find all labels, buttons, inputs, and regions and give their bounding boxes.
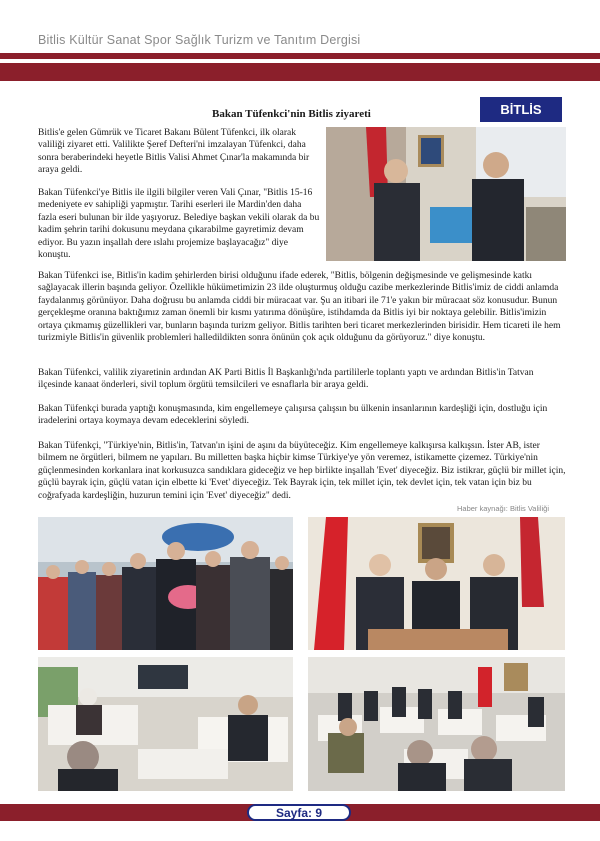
section-tag: BİTLİS: [480, 97, 562, 122]
article-title: Bakan Tüfenkci'nin Bitlis ziyareti: [212, 108, 371, 120]
article-paragraph-6: Bakan Tüfenkçi, "Türkiye'nin, Bitlis'in, Tatvan'ın işini de aşını da büyüteceğiz. Kim engellemeye kalkışırsa kalkışsın. İster AB, ister bilmem ne örgütleri, bilmem ne yapıları. Bu milletten başka hiçbir kimse Türkiye'ye yön veremez, istikamette çizemez. Türkiye'nin güçlenmesinden korkanlara inat korkusuzca sandıklara gideceğiz ve hep birlikte inşallah 'Evet' diyeceğiz. Biz istikrar, güçlü bir millet için, güçlü bayrak için, güçlü vatan için elbette ki 'Evet' diyeceğiz. Tek Bayrak için, tek millet için, tek devlet için, tek vatan için biz bu coğrafyada kardeşliğin, huzurun temini için 'Evet' diyeceğiz" dedi.: [38, 441, 566, 501]
photo-welcome-crowd: [38, 517, 293, 650]
article-paragraph-5: Bakan Tüfenkçi burada yaptığı konuşmasında, kim engellemeye çalışırsa çalışsın bu ülkenin insanlarının kardeşliği için, dostluğu için iradelerini ortaya koymaya devam edeceklerini söyledi.: [38, 404, 548, 427]
article-paragraph-3: Bakan Tüfenkci ise, Bitlis'in kadim şehirlerden birisi olduğunu ifade ederek, "Bitlis, bölgenin değişmesinde ve gelişmesinde katkı sağlayacak illerin başında geliyor. Özellikle hükümetimizin 23 ilde oluşturmuş olduğu cazibe merkezlerinde Bitlis'imiz de ciddi anlamda faydalanmış görünüyor. Daha doğrusu bu anlamda ciddi bir müracaat var. Şu an itibari ile 71'e yakın bir müracaat söz konusudur. Bunun gerçekleşme oranına baktığımız zaman önemli bir kısmı yatırıma dönüşüre, istihdamda da Bitlis iyi bir noktaya gelebilir. Bitlis'imizin ortaya çıkmamış güzellikleri var, bunların başında turizm geliyor. Bitlis tarihten beri ticaret merkezlerinden birisidir. Hem ticareti ile hem turizmiyle Bitlis'in güvenlik problemleri halledildikten sonra önünün çok açık olduğunu da görüyoruz." diye konuştu.: [38, 271, 561, 344]
magazine-title: Bitlis Kültür Sanat Spor Sağlık Turizm ve Tanıtım Dergisi: [38, 33, 361, 47]
photo-officials-flags: [308, 517, 565, 650]
header-band-thick: [0, 63, 600, 81]
photo-office-meeting: [38, 657, 293, 791]
article-paragraph-1: Bitlis'e gelen Gümrük ve Ticaret Bakanı Bülent Tüfenkci, ilk olarak valiliği ziyaret etti. Valilikte Şeref Defteri'ni imzalayan Tüfenkci, daha sonra beraberindeki heyetle Bitlis Valisi Ahmet Çınar'la makamında bir araya geldi.: [38, 128, 310, 176]
article-paragraph-4: Bakan Tüfenkci, valilik ziyaretinin ardından AK Parti Bitlis İl Başkanlığı'nda partililerle toplantı yaptı ve ardından Bitlis'in Tatvan ilçesinde kanaat önderleri, sivil toplum örgütü temsilcileri ve esnaflarla bir araya geldi.: [38, 368, 534, 391]
news-source: Haber kaynağı: Bitlis Valiliği: [457, 504, 549, 513]
header-band-thin: [0, 53, 600, 59]
page-number: Sayfa: 9: [247, 804, 351, 821]
article-paragraph-2: Bakan Tüfenkci'ye Bitlis ile ilgili bilgiler veren Vali Çınar, "Bitlis 15-16 medeniyete ev sahipliği yapmıştır. Tarihi eserleri ile Mardin'den daha fazla eseri bulunan bir ilde yaşıyoruz. Belediye başkan vekili olarak da bu kadim şehrin tarihi dokusunu meydana çıkarabilme gayretimiz devam ediyor. Bu yazın inşallah dere ıslahı projemize başlayacağız" diye konuştu.: [38, 188, 320, 261]
photo-gift-presentation: [326, 127, 566, 261]
photo-party-meeting: [308, 657, 565, 791]
